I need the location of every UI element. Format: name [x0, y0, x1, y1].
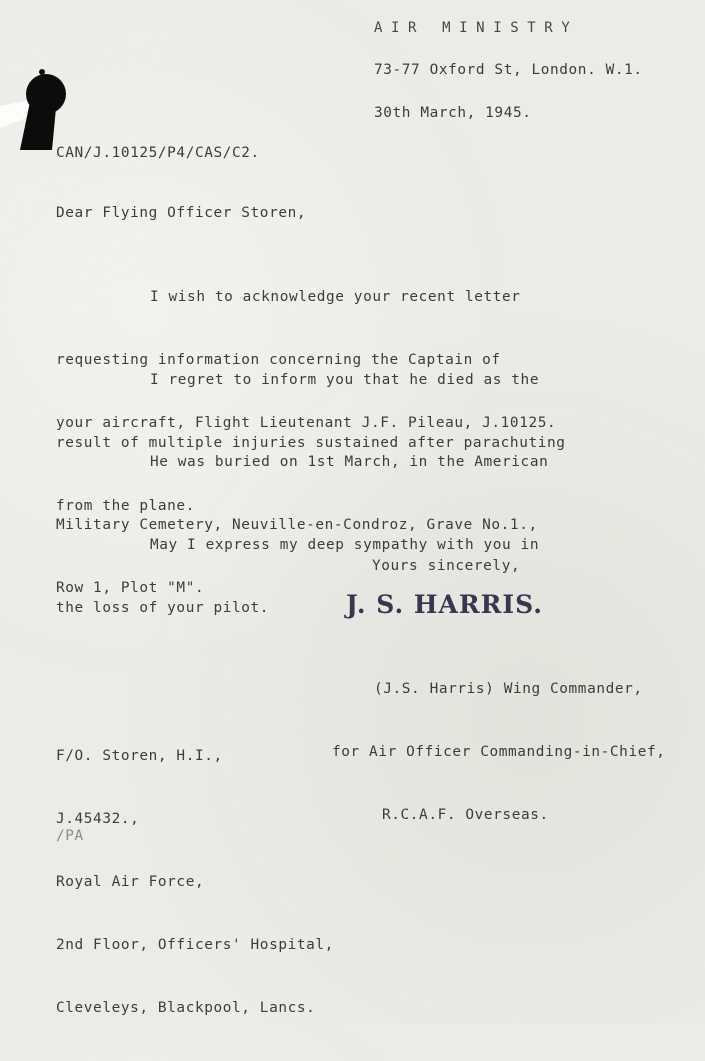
paragraph-line: requesting information concerning the Captain of — [56, 352, 501, 368]
closing: Yours sincerely, — [372, 558, 521, 574]
address-line: F/O. Storen, H.I., — [56, 748, 223, 764]
paragraph-line: I wish to acknowledge your recent letter — [150, 289, 521, 305]
address-line: J.45432., — [56, 811, 140, 827]
recipient-address — [56, 704, 334, 1061]
paragraph-line: the loss of your pilot. — [56, 600, 270, 616]
letterhead-address: 73-77 Oxford St, London. W.1. — [374, 62, 643, 78]
paragraph-line: I regret to inform you that he died as the — [150, 372, 540, 388]
salutation: Dear Flying Officer Storen, — [56, 205, 307, 221]
address-line: Cleveleys, Blackpool, Lancs. — [56, 1000, 316, 1016]
paragraph-line: Row 1, Plot "M". — [56, 580, 205, 596]
signatory-line: for Air Officer Commanding-in-Chief, — [332, 744, 666, 760]
paragraph-line: He was buried on 1st March, in the American — [150, 454, 549, 470]
paragraph-line: Military Cemetery, Neuville-en-Condroz, Grave No.1., — [56, 517, 538, 533]
paragraph-line: May I express my deep sympathy with you in — [150, 537, 540, 553]
letter-date: 30th March, 1945. — [374, 105, 532, 121]
typist-initials: /PA — [56, 828, 84, 844]
paragraph-line: your aircraft, Flight Lieutenant J.F. Pileau, J.10125. — [56, 415, 557, 431]
paragraph-4 — [56, 493, 539, 661]
signature-stamp: J. S. HARRIS. — [346, 590, 543, 619]
address-line: 2nd Floor, Officers' Hospital, — [56, 937, 334, 953]
signatory-line: R.C.A.F. Overseas. — [382, 807, 549, 823]
letterhead-org: AIR MINISTRY — [374, 20, 579, 36]
signatory-line: (J.S. Harris) Wing Commander, — [374, 681, 643, 697]
reference-number: CAN/J.10125/P4/CAS/C2. — [56, 145, 260, 161]
paragraph-line: result of multiple injuries sustained after parachuting — [56, 435, 566, 451]
paragraph-line: from the plane. — [56, 498, 195, 514]
address-line: Royal Air Force, — [56, 874, 205, 890]
